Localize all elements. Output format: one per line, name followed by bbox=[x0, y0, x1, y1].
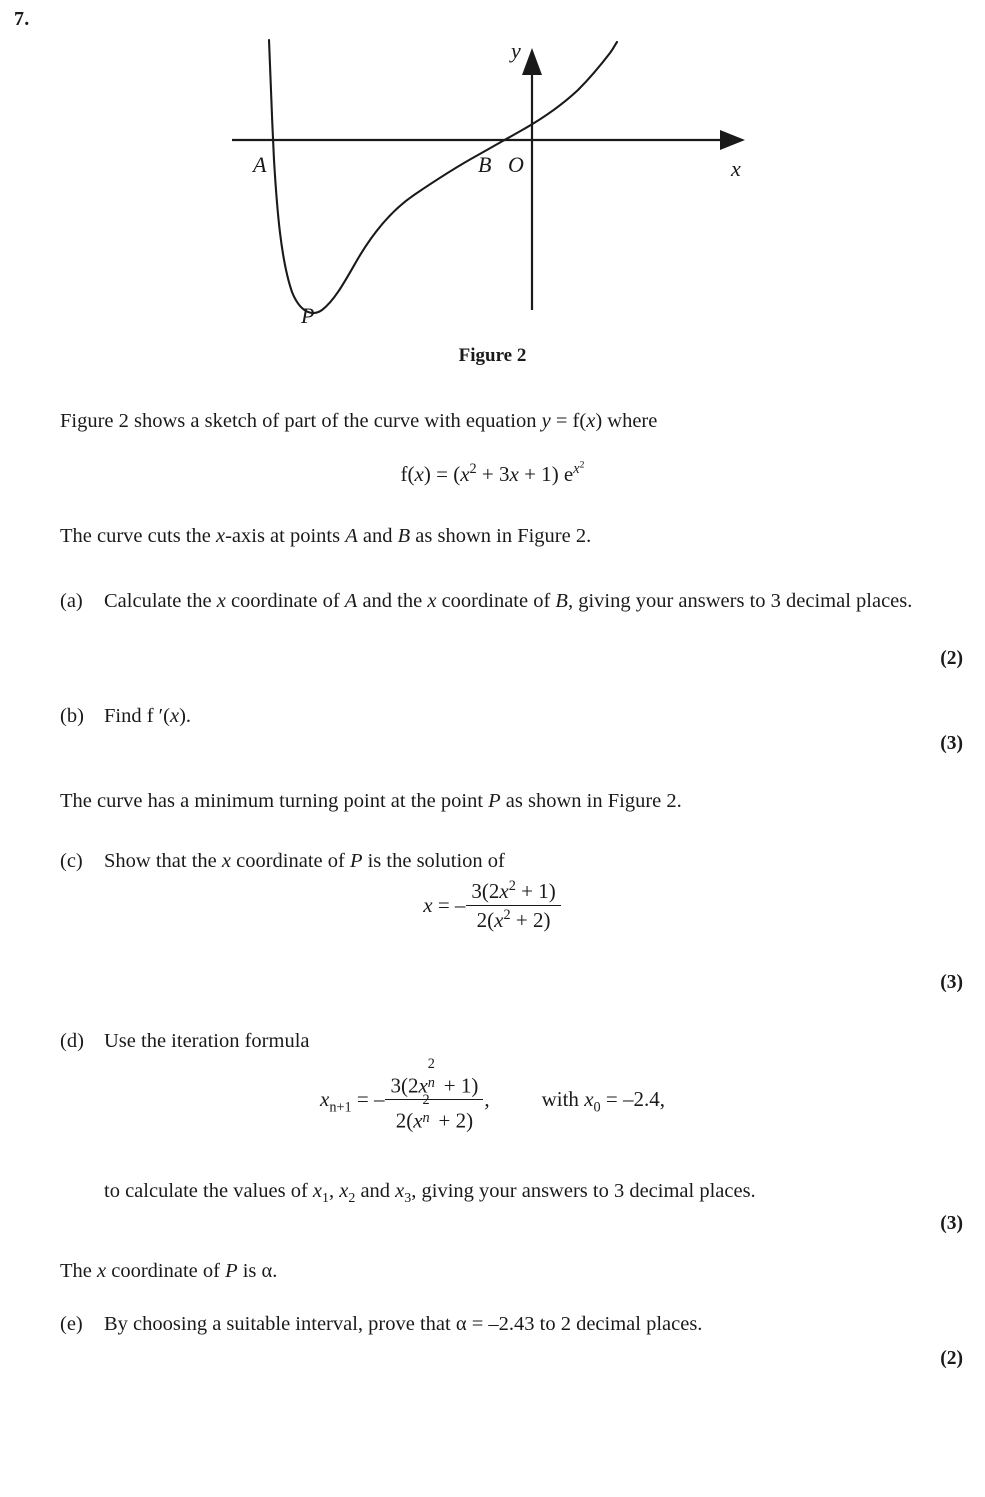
part-d-cont-4: , giving your answers to 3 decimal places. bbox=[411, 1180, 756, 1202]
part-d-cont-1: to calculate the values of bbox=[104, 1180, 313, 1202]
eq-fx-e-sup: 2 bbox=[579, 459, 585, 471]
part-a-text-4: coordinate of bbox=[436, 590, 556, 612]
eq-d-den-sup: 2 bbox=[422, 1091, 430, 1108]
cuts-point-a: A bbox=[345, 525, 358, 547]
eq-d-num-sub: n bbox=[427, 1074, 435, 1091]
part-e-marks: (2) bbox=[940, 1348, 963, 1369]
eq-fx-plus3x: + 3 bbox=[476, 462, 510, 486]
part-d-cont-x3: x bbox=[395, 1180, 405, 1202]
min-turning-paragraph bbox=[60, 787, 940, 815]
part-a-text-1: Calculate the bbox=[104, 590, 217, 612]
eq-fx-x1: x bbox=[460, 462, 470, 486]
cuts-point-b: B bbox=[397, 525, 411, 547]
part-d-cont-x2: x bbox=[339, 1180, 349, 1202]
minturn-point-p: P bbox=[488, 790, 501, 812]
intro-var-y: y bbox=[541, 410, 551, 432]
eq-d-lhs-sub: n+1 bbox=[329, 1099, 352, 1116]
eq-d-lhs-x: x bbox=[319, 1087, 330, 1112]
part-c-var-x: x bbox=[221, 850, 231, 872]
label-point-p: P bbox=[301, 303, 315, 328]
intro-text-pre: Figure 2 shows a sketch of part of the curve with equation bbox=[60, 410, 542, 432]
eq-c-equals: = bbox=[432, 892, 455, 917]
eq-fx-exp-group bbox=[573, 461, 584, 477]
part-b-var-x: x bbox=[169, 705, 180, 727]
eq-fx-lhs-close: ) = ( bbox=[423, 462, 461, 486]
eq-c-minus: – bbox=[454, 892, 466, 917]
part-c-text-1: Show that the bbox=[104, 850, 222, 872]
part-d-marks: (3) bbox=[940, 1213, 963, 1234]
eq-d-den-sub: n bbox=[422, 1110, 430, 1127]
label-point-a: A bbox=[253, 152, 267, 177]
equation-iteration-formula bbox=[0, 1056, 985, 1135]
eq-d-with-sub: 0 bbox=[593, 1099, 601, 1116]
x-axis-arrowhead-icon bbox=[720, 130, 745, 150]
eq-c-den-sup: 2 bbox=[503, 907, 511, 923]
part-d-continuation bbox=[104, 1177, 964, 1205]
eq-c-lhs-x: x bbox=[423, 892, 433, 917]
eq-d-comma: , bbox=[484, 1087, 490, 1112]
eq-c-numerator bbox=[466, 879, 560, 906]
eq-c-num-1: 3(2 bbox=[471, 879, 500, 903]
alpha-text-post: is α. bbox=[237, 1260, 278, 1282]
part-a-var-x2: x bbox=[427, 590, 437, 612]
part-c-text bbox=[104, 847, 965, 875]
question-part-d bbox=[60, 1027, 965, 1055]
part-b-label: (b) bbox=[60, 705, 84, 727]
graph-svg bbox=[0, 20, 985, 330]
cuts-text-post: as shown in Figure 2. bbox=[410, 525, 592, 547]
part-a-var-x1: x bbox=[216, 590, 226, 612]
eq-c-num-sup: 2 bbox=[508, 878, 516, 894]
part-a-marks: (2) bbox=[940, 648, 963, 669]
cuts-text-and: and bbox=[357, 525, 398, 547]
question-part-c bbox=[60, 847, 965, 875]
part-a-text bbox=[104, 587, 965, 615]
eq-c-den-2: + 2) bbox=[510, 908, 551, 932]
part-a-text-5: , giving your answers to 3 decimal places. bbox=[567, 590, 913, 612]
cuts-text-mid: -axis at points bbox=[225, 525, 346, 547]
eq-d-den-1: 2( bbox=[395, 1108, 414, 1133]
part-a-text-3: and the bbox=[357, 590, 428, 612]
label-origin: O bbox=[508, 152, 524, 177]
eq-d-num-supsub bbox=[427, 1056, 439, 1095]
part-c-label: (c) bbox=[60, 850, 83, 872]
y-axis-arrowhead-icon bbox=[522, 48, 542, 75]
cuts-text-pre: The curve cuts the bbox=[60, 525, 216, 547]
eq-fx-plus1: + 1 bbox=[518, 462, 552, 486]
intro-var-x: x bbox=[586, 410, 596, 432]
eq-d-num-sup: 2 bbox=[427, 1056, 435, 1073]
cuts-axis-paragraph bbox=[60, 522, 940, 550]
question-part-e bbox=[60, 1310, 965, 1338]
equation-fx bbox=[0, 459, 985, 487]
question-number: 7. bbox=[14, 8, 30, 30]
part-d-cont-sub1: 1 bbox=[322, 1191, 329, 1207]
eq-fx-x2: x bbox=[509, 462, 519, 486]
minturn-text-post: as shown in Figure 2. bbox=[500, 790, 682, 812]
eq-d-with-x: x bbox=[584, 1087, 594, 1112]
part-d-cont-x1: x bbox=[312, 1180, 323, 1202]
eq-d-num-2: + 1) bbox=[438, 1073, 479, 1098]
part-c-text-2: coordinate of bbox=[230, 850, 350, 872]
minturn-text-pre: The curve has a minimum turning point at the point bbox=[60, 790, 489, 812]
part-c-point-p: P bbox=[349, 850, 363, 872]
eq-d-equals: = bbox=[351, 1087, 374, 1112]
question-part-b bbox=[60, 702, 965, 730]
part-d-label: (d) bbox=[60, 1030, 84, 1052]
part-d-cont-sub2: 2 bbox=[348, 1191, 356, 1207]
part-d-cont-3: and bbox=[355, 1180, 396, 1202]
eq-d-den-2: + 2) bbox=[433, 1108, 474, 1133]
eq-d-fraction bbox=[385, 1056, 483, 1134]
part-b-text-2: ). bbox=[179, 705, 192, 727]
alpha-point-p: P bbox=[225, 1260, 238, 1282]
eq-fx-sup1: 2 bbox=[469, 461, 477, 477]
part-b-text-1: Find f ′( bbox=[104, 705, 170, 727]
eq-fx-lhs-x: x bbox=[414, 462, 424, 486]
label-axis-x: x bbox=[731, 156, 741, 181]
eq-d-with-eq: = –2.4, bbox=[600, 1087, 665, 1112]
eq-c-den-x: x bbox=[494, 908, 504, 932]
part-a-point-a: A bbox=[344, 590, 358, 612]
figure-2-graph bbox=[0, 20, 985, 330]
eq-d-denominator bbox=[385, 1091, 483, 1133]
eq-c-denominator bbox=[466, 906, 560, 933]
part-d-cont-sub3: 3 bbox=[404, 1191, 412, 1207]
part-c-marks: (3) bbox=[940, 972, 963, 993]
alpha-text-pre: The bbox=[60, 1260, 97, 1282]
eq-d-den-supsub bbox=[422, 1091, 434, 1131]
label-axis-y: y bbox=[511, 38, 521, 63]
part-a-text-2: coordinate of bbox=[225, 590, 345, 612]
eq-c-num-2: + 1) bbox=[515, 879, 556, 903]
part-a-point-b: B bbox=[555, 590, 568, 612]
part-e-label: (e) bbox=[60, 1313, 83, 1335]
eq-d-num-1: 3(2 bbox=[390, 1073, 419, 1098]
eq-d-den-x: x bbox=[413, 1108, 423, 1133]
eq-c-fraction bbox=[466, 879, 560, 933]
eq-d-num-x: x bbox=[418, 1073, 428, 1098]
eq-d-with: with bbox=[541, 1087, 585, 1112]
cuts-var-x: x bbox=[215, 525, 226, 547]
curve-path bbox=[269, 40, 617, 313]
intro-text-post: ) where bbox=[595, 410, 658, 432]
alpha-text-mid: coordinate of bbox=[106, 1260, 226, 1282]
alpha-paragraph bbox=[60, 1257, 940, 1285]
part-b-marks: (3) bbox=[940, 733, 963, 754]
intro-paragraph bbox=[60, 407, 940, 435]
label-point-b: B bbox=[478, 152, 492, 177]
part-c-text-3: is the solution of bbox=[362, 850, 505, 872]
eq-fx-e-x: x bbox=[573, 461, 580, 477]
eq-fx-close: ) e bbox=[551, 462, 574, 486]
eq-d-minus: – bbox=[373, 1087, 385, 1112]
intro-text-eq: = f( bbox=[550, 410, 587, 432]
part-d-cont-2: , bbox=[328, 1180, 340, 1202]
figure-caption: Figure 2 bbox=[458, 345, 527, 366]
equation-part-c bbox=[0, 880, 985, 934]
part-b-text bbox=[104, 702, 965, 730]
eq-c-num-x: x bbox=[499, 879, 509, 903]
eq-d-numerator bbox=[385, 1056, 483, 1100]
part-d-text: Use the iteration formula bbox=[104, 1030, 310, 1052]
eq-c-den-1: 2( bbox=[476, 908, 495, 932]
eq-fx-lhs: f( bbox=[400, 462, 415, 486]
part-a-label: (a) bbox=[60, 590, 83, 612]
part-e-text: By choosing a suitable interval, prove that α = –2.43 to 2 decimal places. bbox=[104, 1313, 703, 1335]
question-part-a bbox=[60, 587, 965, 615]
alpha-var-x: x bbox=[97, 1260, 107, 1282]
